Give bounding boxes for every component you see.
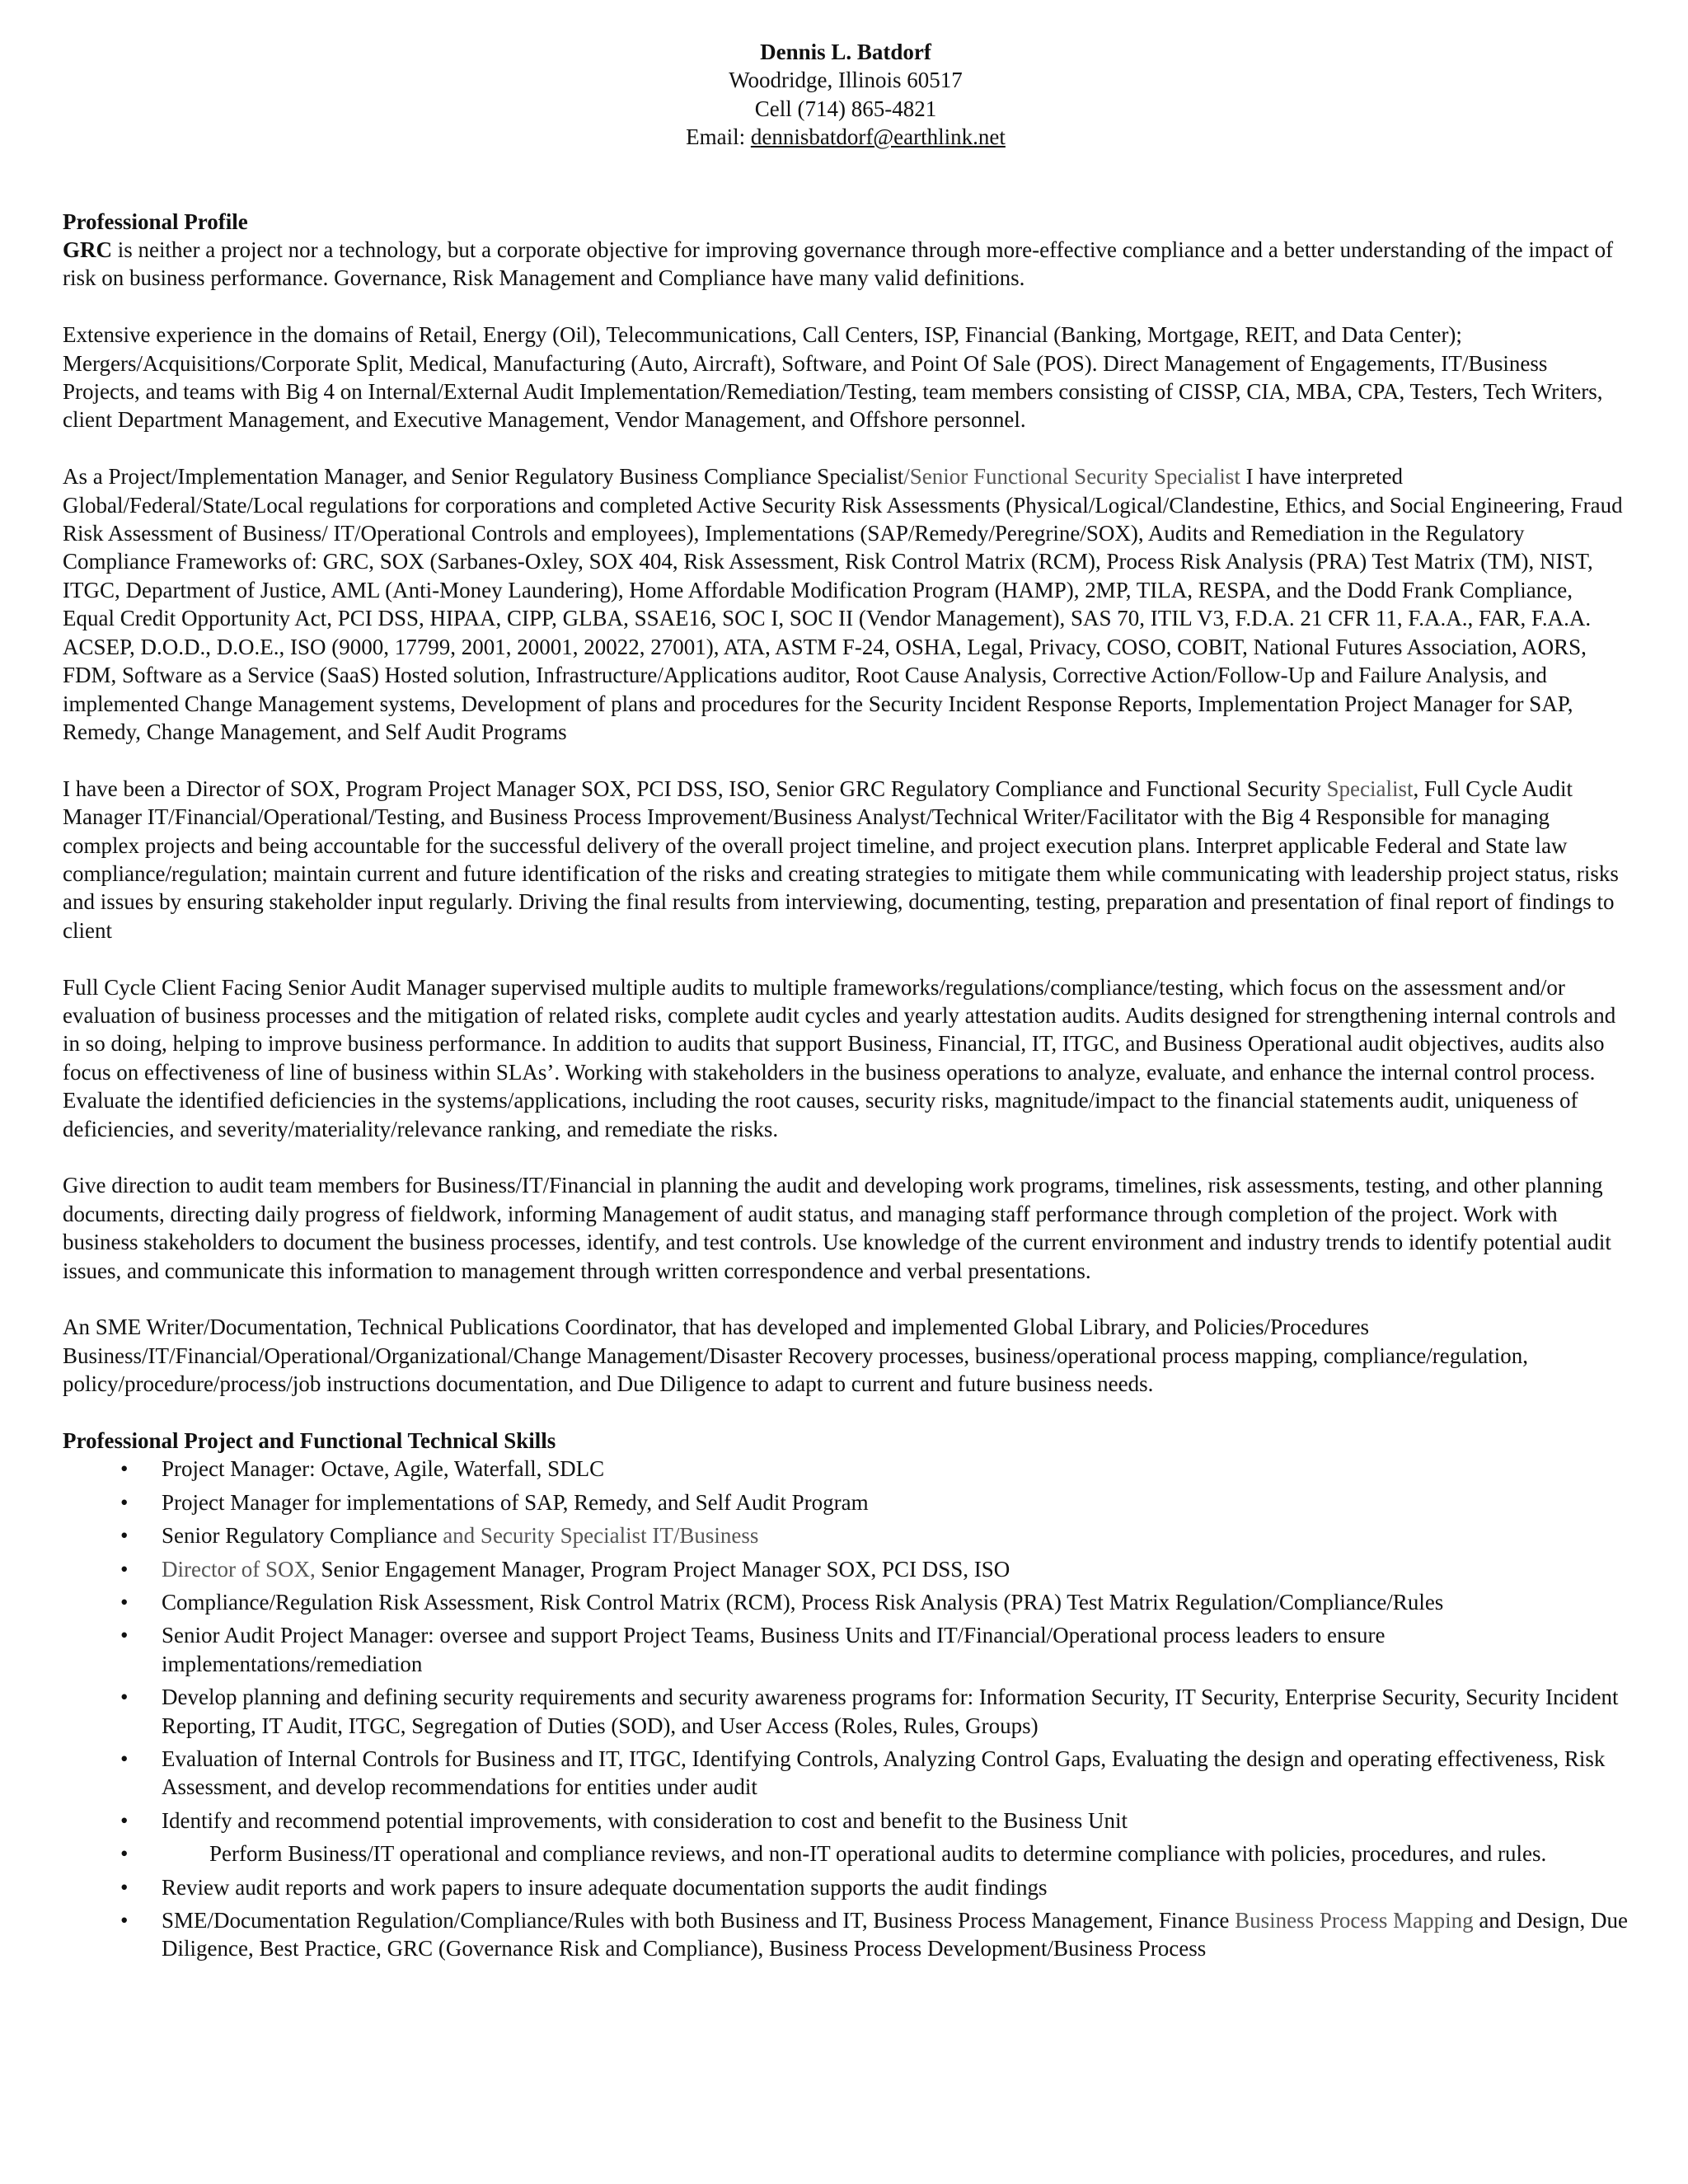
candidate-location: Woodridge, Illinois 60517 — [729, 68, 963, 93]
list-item — [63, 1555, 1629, 1583]
director-text-a: I have been a Director of SOX, Program Project Manager SOX, PCI DSS, ISO, Senior GRC Regulatory Compliance and Functional Security — [63, 776, 1327, 801]
frameworks-text-b: I have interpreted Global/Federal/State/Local regulations for corporations and completed Active Security Risk Assessments (Physical/Logical/Clandestine, Ethics, and Social Engineering, Fraud Risk Assessment of Business/ IT/Operational Controls and employees), Implementations (SAP/Remedy/Peregrine/SOX), Audits and Remediation in the Regulatory Compliance Frameworks of: GRC, SOX (Sarbanes-Oxley, SOX 404, Risk Assessment, Risk Control Matrix (RCM), Process Risk Analysis (PRA) Test Matrix (TM), NIST, ITGC, Department of Justice, AML (Anti-Money Laundering), Home Affordable Modification Program (HAMP), 2MP, TILA, RESPA, and the Dodd Frank Compliance, Equal Credit Opportunity Act, PCI DSS, HIPAA, CIPP, GLBA, SSAE16, SOC I, SOC II (Vendor Management), SAS 70, ITIL V3, F.D.A. 21 CFR 11, F.A.A., FAR, F.A.A. ACSEP, D.O.D., D.O.E., ISO (9000, 17799, 2001, 20001, 20022, 27001), ATA, ASTM F-24, OSHA, Legal, Privacy, COSO, COBIT, National Futures Association, AORS, FDM, Software as a Service (SaaS) Hosted solution, Infrastructure/Applications auditor, Root Cause Analysis, Corrective Action/Follow-Up and Failure Analysis, and implemented Change Management systems, Development of plans and procedures for the Security Incident Response Reports, Implementation Project Manager for SAP, Remedy, Change Management, and Self Audit Programs — [63, 464, 1623, 744]
frameworks-text-a: As a Project/Implementation Manager, and Senior Regulatory Business Compliance Specialist — [63, 464, 904, 490]
director-text-b: , Full Cycle Audit Manager IT/Financial/Operational/Testing, and Business Process Improvement/Business Analyst/Technical Writer/Facilitator with the Big 4 Responsible for managing complex projects and being accountable for the successful delivery of the overall project timeline, and project execution plans. Interpret applicable Federal and State law compliance/regulation; maintain current and future identification of the risks and creating strategies to mitigate them while communicating with leadership project status, risks and issues by ensuring stakeholder input regularly. Driving the final results from interviewing, documenting, testing, preparation and presentation of final report of findings to client — [63, 776, 1619, 943]
profile-paragraph-sme-writer: An SME Writer/Documentation, Technical Publications Coordinator, that has developed and implemented Global Library, and Policies/Procedures Business/IT/Financial/Operational/Organizational/Change Management/Disaster Recovery processes, business/operational process mapping, compliance/regulation, policy/procedure/process/job instructions documentation, and Due Diligence to adapt to current and future business needs. — [63, 1315, 1529, 1397]
grc-term: GRC — [63, 237, 112, 263]
director-text-gray: Specialist — [1326, 776, 1414, 801]
frameworks-text-gray: /Senior Functional Security Specialist — [903, 464, 1240, 490]
email-link[interactable]: dennisbatdorf@earthlink.net — [750, 124, 1006, 150]
email-label: Email: — [686, 124, 751, 150]
candidate-email-line — [63, 123, 1629, 151]
skill-text: SME/Documentation Regulation/Compliance/Rules with both Business and IT, Business Process Management, Finance — [162, 1908, 1236, 1933]
profile-paragraph-frameworks — [63, 462, 1629, 746]
list-item: • Develop planning and defining security requirements and security awareness programs for: Information Security, IT Security, Enterprise Security, Security Incident Reporting, IT Audit, ITGC, Segregation of Duties (SOD), and User Access (Roles, Rules, Groups) — [63, 1683, 1629, 1740]
list-item: • Identify and recommend potential improvements, with consideration to cost and benefit to the Business Unit — [63, 1807, 1629, 1835]
profile-paragraph-grc — [63, 236, 1629, 293]
list-item: • Compliance/Regulation Risk Assessment, Risk Control Matrix (RCM), Process Risk Analysis (PRA) Test Matrix Regulation/Compliance/Rules — [63, 1588, 1629, 1616]
candidate-phone: Cell (714) 865-4821 — [754, 96, 937, 121]
skill-text-gray: and Security Specialist IT/Business — [437, 1523, 759, 1549]
list-item: • Review audit reports and work papers to insure adequate documentation supports the audit findings — [63, 1873, 1629, 1901]
skill-text: Perform Business/IT operational and compliance reviews, and non-IT operational audits to determine compliance with policies, procedures, and rules. — [209, 1841, 1547, 1867]
profile-heading: Professional Profile — [63, 209, 248, 234]
list-item — [63, 1521, 1629, 1549]
candidate-name: Dennis L. Batdorf — [760, 40, 931, 64]
skill-text-gray: Business Process Mapping — [1235, 1908, 1474, 1933]
list-item: • Project Manager for implementations of SAP, Remedy, and Self Audit Program — [63, 1488, 1629, 1516]
list-item — [63, 1906, 1629, 1963]
skill-text: Senior Regulatory Compliance — [162, 1523, 438, 1549]
profile-paragraph-director — [63, 775, 1629, 944]
profile-paragraph-experience: Extensive experience in the domains of Retail, Energy (Oil), Telecommunications, Call Centers, ISP, Financial (Banking, Mortgage, REIT, and Data Center); Mergers/Acquisitions/Corporate Split, Medical, Manufacturing (Auto, Aircraft), Software, and Point Of Sale (POS). Direct Management of Engagements, IT/Business Projects, and teams with Big 4 on Internal/External Audit Implementation/Remediation/Testing, team members consisting of CISSP, CIA, MBA, CPA, Testers, Tech Writers, client Department Management, and Executive Management, Vendor Management, and Offshore personnel. — [63, 322, 1603, 433]
list-item — [63, 1840, 1629, 1868]
skill-text: and Design, Due Diligence, Best Practice, GRC (Governance Risk and Compliance), Business Process Development/Business Process — [162, 1908, 1629, 1961]
skill-text-gray: Director of SOX, — [162, 1556, 316, 1582]
skill-text: Senior Engagement Manager, Program Project Manager SOX, PCI DSS, ISO — [315, 1556, 1010, 1582]
list-item: • Evaluation of Internal Controls for Business and IT, ITGC, Identifying Controls, Analyzing Control Gaps, Evaluating the design and operating effectiveness, Risk Assessment, and develop recommendations for entities under audit — [63, 1745, 1629, 1802]
profile-paragraph-audit-manager: Full Cycle Client Facing Senior Audit Manager supervised multiple audits to multiple frameworks/regulations/compliance/testing, which focus on the assessment and/or evaluation of business processes and the mitigation of related risks, complete audit cycles and yearly attestation audits. Audits designed for strengthening internal controls and in so doing, helping to improve business performance. In addition to audits that support Business, Financial, IT, ITGC, and Business Operational audit objectives, audits also focus on effectiveness of line of business within SLAs’. Working with stakeholders in the business operations to analyze, evaluate, and enhance the internal control process. Evaluate the identified deficiencies in the systems/applications, including the root causes, security risks, magnitude/impact to the financial statements audit, uniqueness of deficiencies, and severity/materiality/relevance ranking, and remediate the risks. — [63, 974, 1616, 1141]
grc-definition: is neither a project nor a technology, but a corporate objective for improving governance through more-effective compliance and a better understanding of the impact of risk on business performance. Governance, Risk Management and Compliance have many valid definitions. — [63, 237, 1614, 291]
resume-header — [63, 38, 1629, 152]
list-item: • Project Manager: Octave, Agile, Waterfall, SDLC — [63, 1455, 1629, 1483]
profile-paragraph-direction: Give direction to audit team members for Business/IT/Financial in planning the audit and developing work programs, timelines, risk assessments, testing, and other planning documents, directing daily progress of fieldwork, informing Management of audit status, and managing staff performance through completion of the project. Work with business stakeholders to document the business processes, identify, and test controls. Use knowledge of the current environment and industry trends to identify potential audit issues, and communicate this information to management through written correspondence and verbal presentations. — [63, 1173, 1611, 1283]
resume-page — [63, 38, 1629, 1968]
list-item: • Senior Audit Project Manager: oversee and support Project Teams, Business Units and IT/Financial/Operational process leaders to ensure implementations/remediation — [63, 1621, 1629, 1678]
skills-heading: Professional Project and Functional Technical Skills — [63, 1427, 556, 1453]
skills-list — [63, 1455, 1629, 1963]
